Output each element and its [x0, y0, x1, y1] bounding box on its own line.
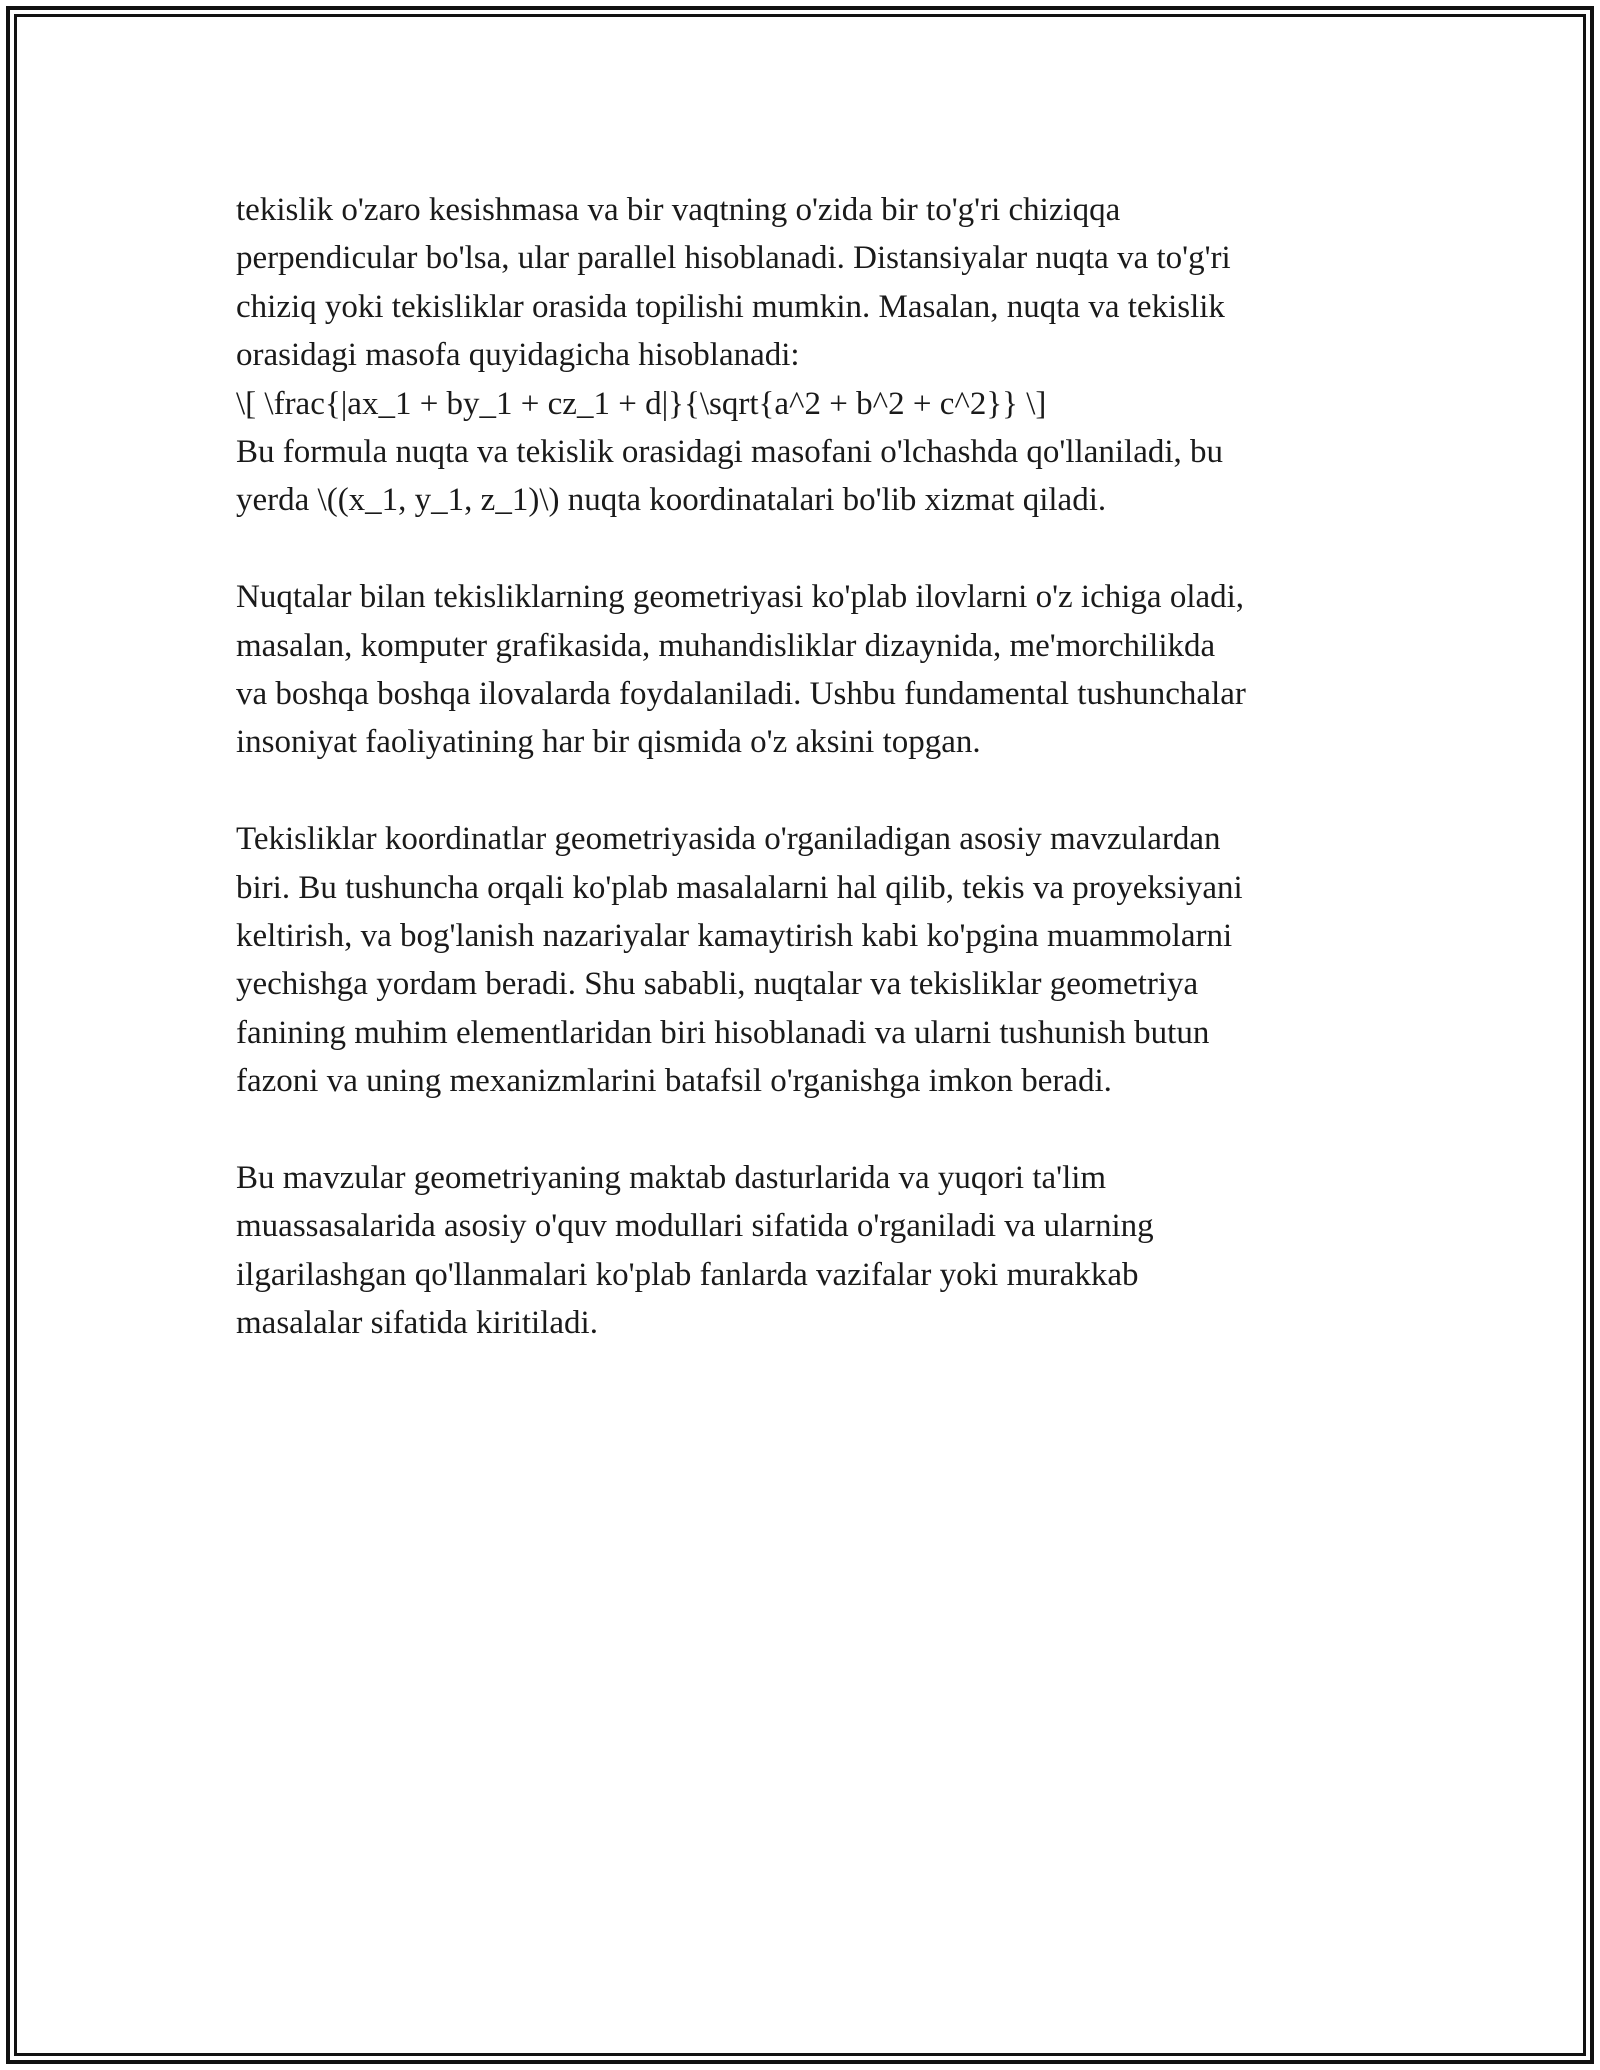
- paragraph-4: [236, 1154, 1376, 1348]
- text-line: chiziq yoki tekisliklar orasida topilishi mumkin. Masalan, nuqta va tekislik: [236, 288, 1225, 325]
- text-line: yerda \((x_1, y_1, z_1)\) nuqta koordinatalari bo'lib xizmat qiladi.: [236, 482, 1107, 519]
- text-line: Bu formula nuqta va tekislik orasidagi masofani o'lchashda qo'llaniladi, bu: [236, 434, 1224, 471]
- document-body: [236, 186, 1376, 1396]
- text-line: orasidagi masofa quyidagicha hisoblanadi:: [236, 337, 800, 374]
- formula-line: \[ \frac{|ax_1 + by_1 + cz_1 + d|}{\sqrt{a^2 + b^2 + c^2}} \]: [236, 385, 1047, 422]
- text-line: fanining muhim elementlaridan biri hisoblanadi va ularni tushunish butun: [236, 1014, 1210, 1051]
- text-line: fazoni va uning mexanizmlarini batafsil o'rganishga imkon beradi.: [236, 1063, 1112, 1100]
- paragraph-2: [236, 573, 1376, 767]
- text-line: va boshqa boshqa ilovalarda foydalaniladi. Ushbu fundamental tushunchalar: [236, 676, 1246, 713]
- text-line: tekislik o'zaro kesishmasa va bir vaqtning o'zida bir to'g'ri chiziqqa: [236, 192, 1121, 228]
- text-line: biri. Bu tushuncha orqali ko'plab masalalarni hal qilib, tekis va proyeksiyani: [236, 869, 1243, 906]
- paragraph-1: [236, 186, 1376, 525]
- text-line: keltirish, va bog'lanish nazariyalar kamaytirish kabi ko'pgina muammolarni: [236, 918, 1233, 955]
- text-line: masalan, komputer grafikasida, muhandisliklar dizaynida, me'morchilikda: [236, 627, 1216, 664]
- text-line: perpendicular bo'lsa, ular parallel hisoblanadi. Distansiyalar nuqta va to'g'ri: [236, 240, 1231, 277]
- text-line: masalalar sifatida kiritiladi.: [236, 1305, 598, 1342]
- text-line: ilgarilashgan qo'llanmalari ko'plab fanlarda vazifalar yoki murakkab: [236, 1256, 1139, 1293]
- text-line: insoniyat faoliyatining har bir qismida o'z aksini topgan.: [236, 724, 981, 761]
- text-line: muassasalarida asosiy o'quv modullari sifatida o'rganiladi va ularning: [236, 1208, 1154, 1245]
- paragraph-3: [236, 815, 1376, 1105]
- text-line: yechishga yordam beradi. Shu sababli, nuqtalar va tekisliklar geometriya: [236, 966, 1199, 1003]
- text-line: Tekisliklar koordinatlar geometriyasida o'rganiladigan asosiy mavzulardan: [236, 821, 1221, 858]
- text-line: Nuqtalar bilan tekisliklarning geometriyasi ko'plab ilovlarni o'z ichiga oladi,: [236, 579, 1245, 616]
- text-line: Bu mavzular geometriyaning maktab dasturlarida va yuqori ta'lim: [236, 1160, 1107, 1197]
